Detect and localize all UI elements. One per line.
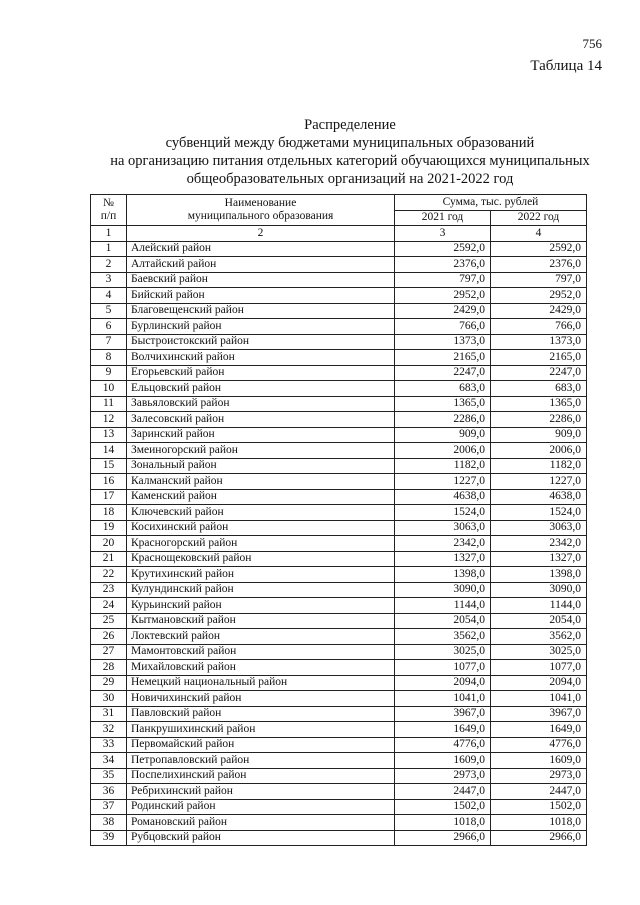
column-index-1: 1 [91,226,127,242]
amount-2021: 2429,0 [395,303,491,319]
district-name: Локтевский район [127,629,395,645]
table-row [91,815,587,831]
table-row [91,303,587,319]
amount-2022: 766,0 [491,319,587,335]
amount-2022: 3090,0 [491,582,587,598]
district-name: Михайловский район [127,660,395,676]
district-name: Алейский район [127,241,395,257]
row-number: 28 [91,660,127,676]
district-name: Благовещенский район [127,303,395,319]
amount-2021: 4776,0 [395,737,491,753]
district-name: Бурлинский район [127,319,395,335]
district-name: Мамонтовский район [127,644,395,660]
table-row [91,753,587,769]
amount-2021: 2952,0 [395,288,491,304]
district-name: Калманский район [127,474,395,490]
amount-2021: 2447,0 [395,784,491,800]
district-name: Крутихинский район [127,567,395,583]
row-number: 32 [91,722,127,738]
district-name: Ельцовский район [127,381,395,397]
amount-2021: 1398,0 [395,567,491,583]
amount-2021: 2342,0 [395,536,491,552]
table-row [91,427,587,443]
row-number: 29 [91,675,127,691]
amount-2022: 1398,0 [491,567,587,583]
row-number: 2 [91,257,127,273]
row-number: 34 [91,753,127,769]
amount-2021: 766,0 [395,319,491,335]
document-title [60,116,640,188]
table-row [91,241,587,257]
amount-2021: 1365,0 [395,396,491,412]
row-number: 25 [91,613,127,629]
row-number: 23 [91,582,127,598]
amount-2022: 909,0 [491,427,587,443]
table-row [91,613,587,629]
district-name: Ребрихинский район [127,784,395,800]
amount-2021: 3967,0 [395,706,491,722]
amount-2022: 3562,0 [491,629,587,645]
amount-2022: 2094,0 [491,675,587,691]
district-name: Алтайский район [127,257,395,273]
table-row [91,644,587,660]
table-row [91,551,587,567]
amount-2022: 2592,0 [491,241,587,257]
amount-2021: 2165,0 [395,350,491,366]
amount-2021: 909,0 [395,427,491,443]
header-year-2021: 2021 год [395,210,491,226]
table-row [91,474,587,490]
amount-2021: 3025,0 [395,644,491,660]
header-number [91,195,127,226]
row-number: 8 [91,350,127,366]
row-number: 18 [91,505,127,521]
amount-2022: 1077,0 [491,660,587,676]
table-row [91,830,587,846]
amount-2021: 1182,0 [395,458,491,474]
district-name: Красногорский район [127,536,395,552]
district-name: Заринский район [127,427,395,443]
amount-2021: 1327,0 [395,551,491,567]
row-number: 15 [91,458,127,474]
amount-2022: 2966,0 [491,830,587,846]
district-name: Зональный район [127,458,395,474]
table-row [91,706,587,722]
row-number: 27 [91,644,127,660]
title-line-4: общеобразовательных организаций на 2021-2022 год [186,171,514,187]
row-number: 31 [91,706,127,722]
table-row [91,737,587,753]
row-number: 38 [91,815,127,831]
page-number: 756 [582,36,602,51]
table-row [91,396,587,412]
table-row [91,520,587,536]
amount-2022: 2429,0 [491,303,587,319]
amount-2021: 1373,0 [395,334,491,350]
column-index-2: 2 [127,226,395,242]
row-number: 35 [91,768,127,784]
row-number: 39 [91,830,127,846]
district-name: Родинский район [127,799,395,815]
amount-2022: 2376,0 [491,257,587,273]
row-number: 19 [91,520,127,536]
amount-2022: 3063,0 [491,520,587,536]
amount-2022: 3025,0 [491,644,587,660]
table-row [91,350,587,366]
amount-2022: 4776,0 [491,737,587,753]
table-row [91,598,587,614]
distribution-table [90,194,587,846]
amount-2021: 1609,0 [395,753,491,769]
amount-2021: 1041,0 [395,691,491,707]
row-number: 21 [91,551,127,567]
district-name: Новичихинский район [127,691,395,707]
district-name: Романовский район [127,815,395,831]
table-row [91,257,587,273]
district-name: Рубцовский район [127,830,395,846]
amount-2022: 1041,0 [491,691,587,707]
district-name: Змеиногорский район [127,443,395,459]
row-number: 22 [91,567,127,583]
amount-2021: 2973,0 [395,768,491,784]
row-number: 17 [91,489,127,505]
row-number: 10 [91,381,127,397]
row-number: 30 [91,691,127,707]
amount-2021: 1144,0 [395,598,491,614]
table-row [91,288,587,304]
table-row [91,582,587,598]
amount-2021: 1502,0 [395,799,491,815]
table-row [91,458,587,474]
amount-2021: 3562,0 [395,629,491,645]
row-number: 33 [91,737,127,753]
table-row [91,768,587,784]
title-line-1: Распределение [304,117,396,133]
row-number: 26 [91,629,127,645]
amount-2022: 1609,0 [491,753,587,769]
amount-2021: 4638,0 [395,489,491,505]
amount-2021: 1227,0 [395,474,491,490]
amount-2022: 2447,0 [491,784,587,800]
amount-2022: 797,0 [491,272,587,288]
district-name: Залесовский район [127,412,395,428]
district-name: Косихинский район [127,520,395,536]
amount-2021: 2286,0 [395,412,491,428]
header-sum: Сумма, тыс. рублей [395,195,587,211]
amount-2022: 1144,0 [491,598,587,614]
amount-2022: 2342,0 [491,536,587,552]
district-name: Курьинский район [127,598,395,614]
amount-2021: 1649,0 [395,722,491,738]
row-number: 9 [91,365,127,381]
amount-2022: 2952,0 [491,288,587,304]
row-number: 16 [91,474,127,490]
amount-2022: 1373,0 [491,334,587,350]
table-row [91,272,587,288]
district-name: Каменский район [127,489,395,505]
table-row [91,505,587,521]
header-number-bottom: п/п [100,210,117,222]
district-name: Кытмановский район [127,613,395,629]
amount-2021: 2094,0 [395,675,491,691]
column-index-4: 4 [491,226,587,242]
amount-2021: 1018,0 [395,815,491,831]
district-name: Завьяловский район [127,396,395,412]
row-number: 36 [91,784,127,800]
amount-2022: 683,0 [491,381,587,397]
district-name: Волчихинский район [127,350,395,366]
district-name: Баевский район [127,272,395,288]
amount-2021: 2006,0 [395,443,491,459]
amount-2022: 2286,0 [491,412,587,428]
district-name: Павловский район [127,706,395,722]
table-row [91,784,587,800]
amount-2021: 1077,0 [395,660,491,676]
district-name: Кулундинский район [127,582,395,598]
amount-2022: 1502,0 [491,799,587,815]
amount-2021: 2376,0 [395,257,491,273]
table-row [91,660,587,676]
table-body [91,241,587,846]
district-name: Краснощековский район [127,551,395,567]
header-name [127,195,395,226]
amount-2022: 1524,0 [491,505,587,521]
table-row [91,319,587,335]
district-name: Петропавловский район [127,753,395,769]
amount-2022: 1327,0 [491,551,587,567]
header-year-2022: 2022 год [491,210,587,226]
amount-2021: 3090,0 [395,582,491,598]
amount-2022: 3967,0 [491,706,587,722]
table-row [91,381,587,397]
table-row [91,799,587,815]
amount-2022: 1649,0 [491,722,587,738]
table-row [91,443,587,459]
district-name: Поспелихинский район [127,768,395,784]
row-number: 24 [91,598,127,614]
amount-2021: 1524,0 [395,505,491,521]
district-name: Первомайский район [127,737,395,753]
district-name: Панкрушихинский район [127,722,395,738]
amount-2022: 2006,0 [491,443,587,459]
row-number: 20 [91,536,127,552]
row-number: 13 [91,427,127,443]
title-line-2: субвенций между бюджетами муниципальных образований [165,135,535,151]
amount-2021: 2966,0 [395,830,491,846]
amount-2022: 2973,0 [491,768,587,784]
table-row [91,691,587,707]
column-index-3: 3 [395,226,491,242]
amount-2021: 683,0 [395,381,491,397]
table-row [91,675,587,691]
amount-2022: 1227,0 [491,474,587,490]
row-number: 4 [91,288,127,304]
amount-2022: 1018,0 [491,815,587,831]
header-name-bottom: муниципального образования [187,210,334,222]
table-row [91,536,587,552]
row-number: 7 [91,334,127,350]
header-number-top: № [103,197,114,209]
district-name: Бийский район [127,288,395,304]
table-row [91,629,587,645]
row-number: 37 [91,799,127,815]
amount-2022: 2165,0 [491,350,587,366]
row-number: 1 [91,241,127,257]
district-name: Немецкий национальный район [127,675,395,691]
table-row [91,365,587,381]
amount-2021: 2247,0 [395,365,491,381]
row-number: 12 [91,412,127,428]
row-number: 11 [91,396,127,412]
amount-2021: 2592,0 [395,241,491,257]
amount-2021: 797,0 [395,272,491,288]
table-label: Таблица 14 [530,58,602,74]
row-number: 5 [91,303,127,319]
amount-2022: 2247,0 [491,365,587,381]
district-name: Егорьевский район [127,365,395,381]
amount-2021: 3063,0 [395,520,491,536]
header-name-top: Наименование [224,197,297,209]
row-number: 6 [91,319,127,335]
district-name: Быстроистокский район [127,334,395,350]
amount-2022: 2054,0 [491,613,587,629]
table-row [91,334,587,350]
table-row [91,567,587,583]
amount-2022: 1182,0 [491,458,587,474]
title-line-3: на организацию питания отдельных категорий обучающихся муниципальных [110,153,590,169]
table-row [91,412,587,428]
row-number: 3 [91,272,127,288]
district-name: Ключевский район [127,505,395,521]
table-row [91,489,587,505]
amount-2022: 1365,0 [491,396,587,412]
table-row [91,722,587,738]
amount-2022: 4638,0 [491,489,587,505]
row-number: 14 [91,443,127,459]
amount-2021: 2054,0 [395,613,491,629]
